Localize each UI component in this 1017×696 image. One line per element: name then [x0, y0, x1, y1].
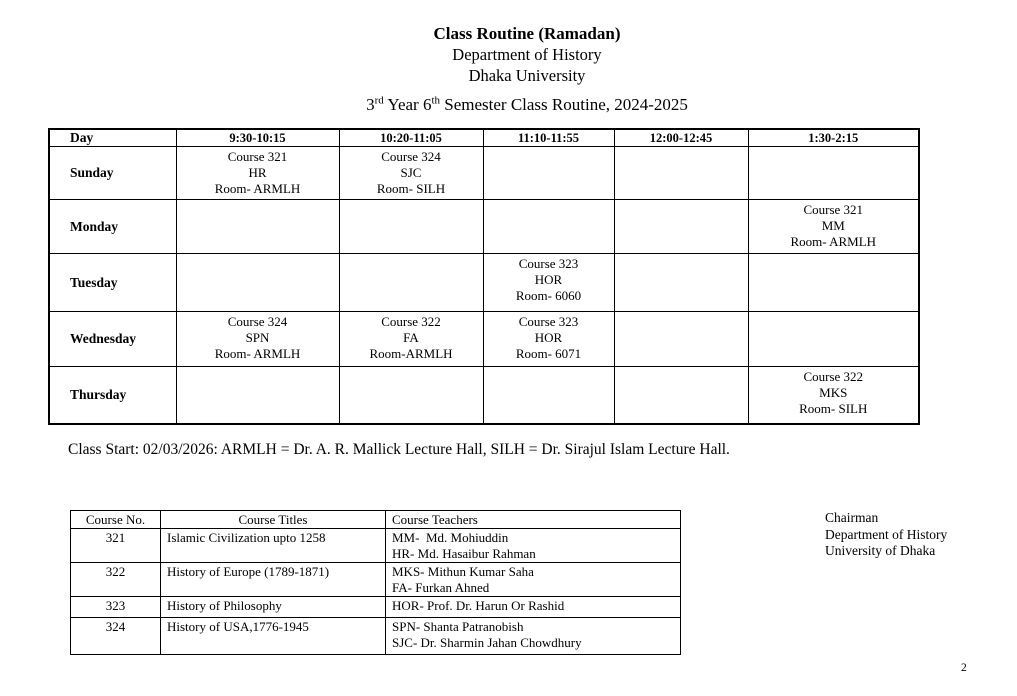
routine-table [48, 128, 920, 425]
semester-title [37, 94, 1017, 115]
course-title-cell: Islamic Civilization upto 1258 [161, 529, 386, 563]
routine-slot-cell [748, 254, 919, 312]
routine-slot-cell [176, 254, 339, 312]
course-teachers-cell [386, 563, 681, 597]
routine-slot-cell [748, 147, 919, 200]
routine-day-cell: Sunday [49, 147, 176, 200]
routine-col-time: 12:00-12:45 [614, 129, 748, 147]
routine-col-day: Day [49, 129, 176, 147]
teacher-line: FA- Furkan Ahned [392, 580, 490, 595]
routine-row [49, 200, 919, 254]
slot-line: MM [821, 217, 845, 233]
slot-line: Room- ARMLH [790, 233, 877, 249]
routine-slot-cell [614, 254, 748, 312]
routine-day-cell: Tuesday [49, 254, 176, 312]
slot-line: HOR [534, 329, 563, 345]
course-row [71, 597, 681, 618]
slot-line: Course 323 [518, 256, 579, 271]
slot-line: SJC [400, 164, 422, 180]
routine-slot-cell [483, 312, 614, 367]
course-teachers-cell [386, 529, 681, 563]
routine-slot-cell [176, 200, 339, 254]
routine-slot-cell [339, 367, 483, 424]
course-no-cell: 323 [71, 597, 161, 618]
slot-line: HOR [534, 271, 563, 287]
routine-table-header [49, 129, 919, 147]
semester-part: 3 [366, 95, 375, 114]
course-row [71, 618, 681, 655]
semester-part: Semester Class Routine, 2024-2025 [440, 95, 688, 114]
routine-slot-cell [483, 200, 614, 254]
routine-col-time: 9:30-10:15 [176, 129, 339, 147]
slot-line: Room- ARMLH [214, 180, 301, 196]
courses-col-no: Course No. [71, 511, 161, 529]
teacher-line: HOR- Prof. Dr. Harun Or Rashid [392, 598, 565, 613]
routine-slot-cell [339, 147, 483, 200]
signature-department: Department of History [825, 526, 948, 542]
routine-slot-cell [176, 312, 339, 367]
courses-table [70, 510, 681, 655]
slot-line: Course 321 [227, 149, 288, 164]
routine-slot-cell [614, 147, 748, 200]
courses-col-teachers: Course Teachers [386, 511, 681, 529]
slot-line: Room-ARMLH [369, 345, 453, 361]
slot-line: Course 324 [227, 314, 288, 329]
routine-col-time: 1:30-2:15 [748, 129, 919, 147]
routine-slot-cell [614, 312, 748, 367]
signature-role: Chairman [825, 510, 879, 525]
slot-line: Course 323 [518, 314, 579, 329]
routine-slot-cell [339, 312, 483, 367]
routine-slot-cell [483, 254, 614, 312]
courses-col-titles: Course Titles [161, 511, 386, 529]
course-no-cell: 322 [71, 563, 161, 597]
slot-line: Room- ARMLH [214, 345, 301, 361]
courses-table-header [71, 511, 681, 529]
course-row [71, 563, 681, 597]
ordinal-superscript: rd [374, 94, 384, 107]
slot-line: Room- 6071 [515, 345, 582, 361]
course-title-cell: History of USA,1776-1945 [161, 618, 386, 655]
routine-col-time: 10:20-11:05 [339, 129, 483, 147]
routine-slot-cell [339, 200, 483, 254]
slot-line: FA [403, 329, 419, 345]
class-start-note: Class Start: 02/03/2026: ARMLH = Dr. A. R. Mallick Lecture Hall, SILH = Dr. Sirajul Islam Lecture Hall. [68, 441, 730, 458]
semester-part: Year 6 [383, 95, 432, 114]
routine-slot-cell [176, 147, 339, 200]
slot-line: Course 322 [381, 314, 441, 329]
document-header [37, 23, 1017, 115]
slot-line: HR [248, 164, 267, 180]
routine-slot-cell [614, 200, 748, 254]
slot-line: Room- 6060 [515, 287, 582, 303]
routine-table-body [49, 147, 919, 424]
ordinal-superscript: th [431, 94, 441, 107]
slot-line: MKS [819, 384, 848, 400]
routine-row [49, 254, 919, 312]
teacher-line: HR- Md. Hasaibur Rahman [392, 546, 536, 561]
routine-day-cell: Wednesday [49, 312, 176, 367]
routine-day-cell: Thursday [49, 367, 176, 424]
course-title-cell: History of Philosophy [161, 597, 386, 618]
routine-row [49, 367, 919, 424]
university-line: Dhaka University [468, 66, 586, 85]
routine-slot-cell [614, 367, 748, 424]
routine-slot-cell [483, 147, 614, 200]
teacher-line: MM- Md. Mohiuddin [392, 530, 509, 545]
routine-slot-cell [748, 312, 919, 367]
slot-line: Course 321 [803, 202, 864, 217]
teacher-line: MKS- Mithun Kumar Saha [392, 564, 534, 579]
signature-university: University of Dhaka [825, 543, 936, 558]
routine-slot-cell [748, 200, 919, 254]
routine-slot-cell [176, 367, 339, 424]
slot-line: Course 322 [803, 369, 864, 384]
course-teachers-cell [386, 597, 681, 618]
courses-table-body [71, 529, 681, 655]
routine-row [49, 147, 919, 200]
signature-block [825, 510, 947, 560]
teacher-line: SPN- Shanta Patranobish [392, 619, 524, 634]
course-teachers-cell [386, 618, 681, 655]
routine-slot-cell [339, 254, 483, 312]
routine-day-cell: Monday [49, 200, 176, 254]
routine-col-time: 11:10-11:55 [483, 129, 614, 147]
course-row [71, 529, 681, 563]
department-line: Department of History [452, 45, 602, 64]
slot-line: Room- SILH [799, 400, 868, 416]
page-title: Class Routine (Ramadan) [433, 24, 621, 43]
routine-slot-cell [483, 367, 614, 424]
slot-line: Course 324 [381, 149, 441, 164]
course-no-cell: 321 [71, 529, 161, 563]
page-number: 2 [961, 662, 967, 674]
slot-line: Room- SILH [376, 180, 446, 196]
course-title-cell: History of Europe (1789-1871) [161, 563, 386, 597]
routine-row [49, 312, 919, 367]
routine-slot-cell [748, 367, 919, 424]
teacher-line: SJC- Dr. Sharmin Jahan Chowdhury [392, 635, 582, 650]
slot-line: SPN [245, 329, 270, 345]
course-no-cell: 324 [71, 618, 161, 655]
